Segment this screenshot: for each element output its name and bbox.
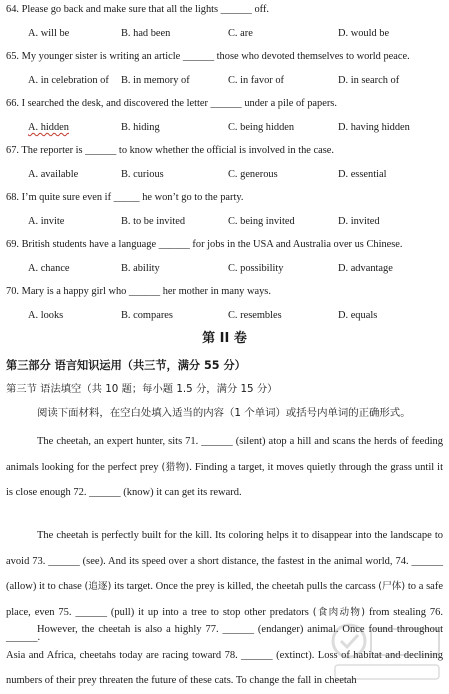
option-a: A. looks: [28, 310, 64, 321]
option-b: B. ability: [121, 263, 160, 274]
part-title: 第三部分 语言知识运用（共三节，满分 55 分）: [6, 359, 246, 372]
option-d: D. equals: [338, 310, 378, 321]
gloss-note: (追逐): [84, 581, 112, 593]
option-c: C. being invited: [228, 216, 295, 227]
question-64-options: [0, 28, 449, 40]
option-a: A. will be: [28, 28, 70, 39]
option-c: C. generous: [228, 169, 278, 180]
option-d: D. in search of: [338, 75, 400, 86]
option-c: C. possibility: [228, 263, 284, 274]
question-69-options: [0, 263, 449, 275]
question-70-options: [0, 310, 449, 322]
watermark-logo: [329, 615, 447, 685]
paragraph-text: However, the cheetah is also a highly 77. ______ (endanger) animal. Once found throughout Asia and Africa, cheetahs today are racing toward 78. ______ (extinct). Loss of habitat and declining numbers of their prey threaten the future of these cats. To change the fall in cheetah: [6, 624, 443, 687]
question-68-stem: 68. I’m quite sure even if _____ he won’t go to the party.: [6, 192, 244, 203]
question-66-stem: 66. I searched the desk, and discovered the letter ______ under a pile of papers.: [6, 98, 337, 109]
option-b: B. compares: [121, 310, 173, 321]
question-67-options: [0, 169, 449, 181]
gloss-note: (尸体): [378, 581, 406, 593]
question-68-options: [0, 216, 449, 228]
paragraph-text: The cheetah is perfectly built for the kill. Its coloring helps it to disappear into the landscape to avoid 73. ______ (see). And its speed over a short distance, the fastest in the animal world, 74. ______ (allow) it to chase: [6, 530, 443, 593]
question-65-options: [0, 75, 449, 87]
question-65-stem: 65. My younger sister is writing an article ______ those who devoted themselves to world peace.: [6, 51, 410, 62]
paragraph-text: its target. Once the prey is killed, the cheetah pulls the carcass: [111, 581, 379, 593]
option-b: B. to be invited: [121, 216, 186, 227]
option-d: D. having hidden: [338, 122, 410, 133]
option-a: A. chance: [28, 263, 70, 274]
option-b: B. had been: [121, 28, 171, 39]
option-c: C. being hidden: [228, 122, 295, 133]
option-a: A. hidden: [28, 122, 69, 133]
question-66-options: [0, 122, 449, 134]
option-a: A. available: [28, 169, 79, 180]
option-c: C. in favor of: [228, 75, 284, 86]
gloss-note: (猎物): [161, 461, 190, 473]
instruction-text: 阅读下面材料，在空白处填入适当的内容（1 个单词）或括号内单词的正确形式。: [37, 407, 411, 419]
section-title: 第三节 语法填空（共 10 题；每小题 1.5 分，满分 15 分）: [6, 383, 278, 395]
passage-paragraph-1: [6, 429, 443, 506]
option-b: B. in memory of: [121, 75, 190, 86]
question-69-stem: 69. British students have a language ______ for jobs in the USA and Australia over us Chinese.: [6, 239, 403, 250]
option-a: A. invite: [28, 216, 65, 227]
option-d: D. would be: [338, 28, 390, 39]
option-c: C. resembles: [228, 310, 282, 321]
option-a: A. in celebration of: [28, 75, 109, 86]
volume-title: 第 II 卷: [202, 331, 247, 346]
option-d: D. invited: [338, 216, 380, 227]
option-d: D. essential: [338, 169, 387, 180]
option-b: B. hiding: [121, 122, 160, 133]
gloss-note: (食肉动物): [312, 606, 366, 618]
question-70-stem: 70. Mary is a happy girl who ______ her mother in many ways.: [6, 286, 271, 297]
option-d: D. advantage: [338, 263, 393, 274]
paragraph-text: . Finding a target, it moves quietly through the grass until it is close enough 72. ______ (know) it can get its reward.: [6, 461, 443, 499]
option-c: C. are: [228, 28, 253, 39]
paragraph-text: from stealing 76. ______.: [6, 606, 443, 644]
paragraph-text: The cheetah, an expert hunter, sits 71. ______ (silent) atop a hill and scans the herds of feeding animals looking for the perfect prey: [6, 436, 443, 473]
option-b: B. curious: [121, 169, 164, 180]
question-67-stem: 67. The reporter is ______ to know whether the official is involved in the case.: [6, 145, 334, 156]
question-64-stem: 64. Please go back and make sure that all the lights ______ off.: [6, 4, 269, 15]
paragraph-text: to a safe place, even 75. ______ (pull) it up into a tree to stop other predators: [6, 581, 443, 618]
